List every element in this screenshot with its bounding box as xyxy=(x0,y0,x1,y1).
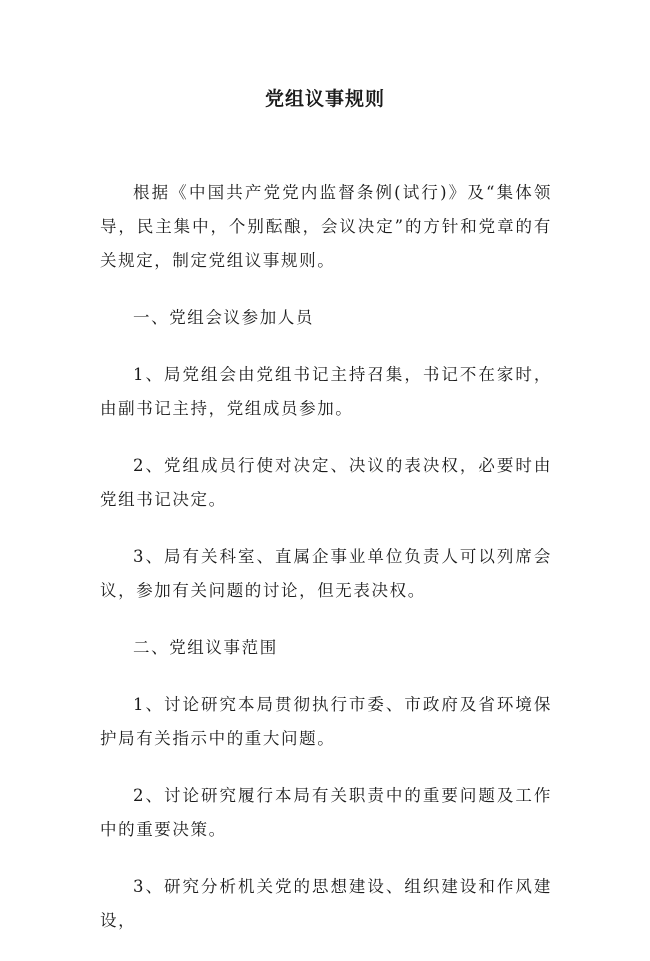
paragraph-item: 2、党组成员行使对决定、决议的表决权，必要时由党组书记决定。 xyxy=(100,456,552,509)
section-heading-scope: 二、党组议事范围 xyxy=(133,638,278,657)
intro-paragraph: 根据《中国共产党党内监督条例(试行)》及“集体领导，民主集中，个别酝酿，会议决定”的方针和党章的有关规定，制定党组议事规则。 xyxy=(100,183,552,270)
paragraph-item: 3、局有关科室、直属企事业单位负责人可以列席会议，参加有关问题的讨论，但无表决权。 xyxy=(100,547,552,600)
paragraph-item: 1、局党组会由党组书记主持召集，书记不在家时，由副书记主持，党组成员参加。 xyxy=(100,365,552,418)
paragraph-item: 1、讨论研究本局贯彻执行市委、市政府及省环境保护局有关指示中的重大问题。 xyxy=(100,695,552,748)
paragraph-item: 3、研究分析机关党的思想建设、组织建设和作风建设， xyxy=(100,877,552,930)
document-body xyxy=(100,176,552,961)
paragraph-item: 2、讨论研究履行本局有关职责中的重要问题及工作中的重要决策。 xyxy=(100,786,552,839)
section-heading-participants: 一、党组会议参加人员 xyxy=(133,308,314,327)
document-title: 党组议事规则 xyxy=(264,88,385,110)
